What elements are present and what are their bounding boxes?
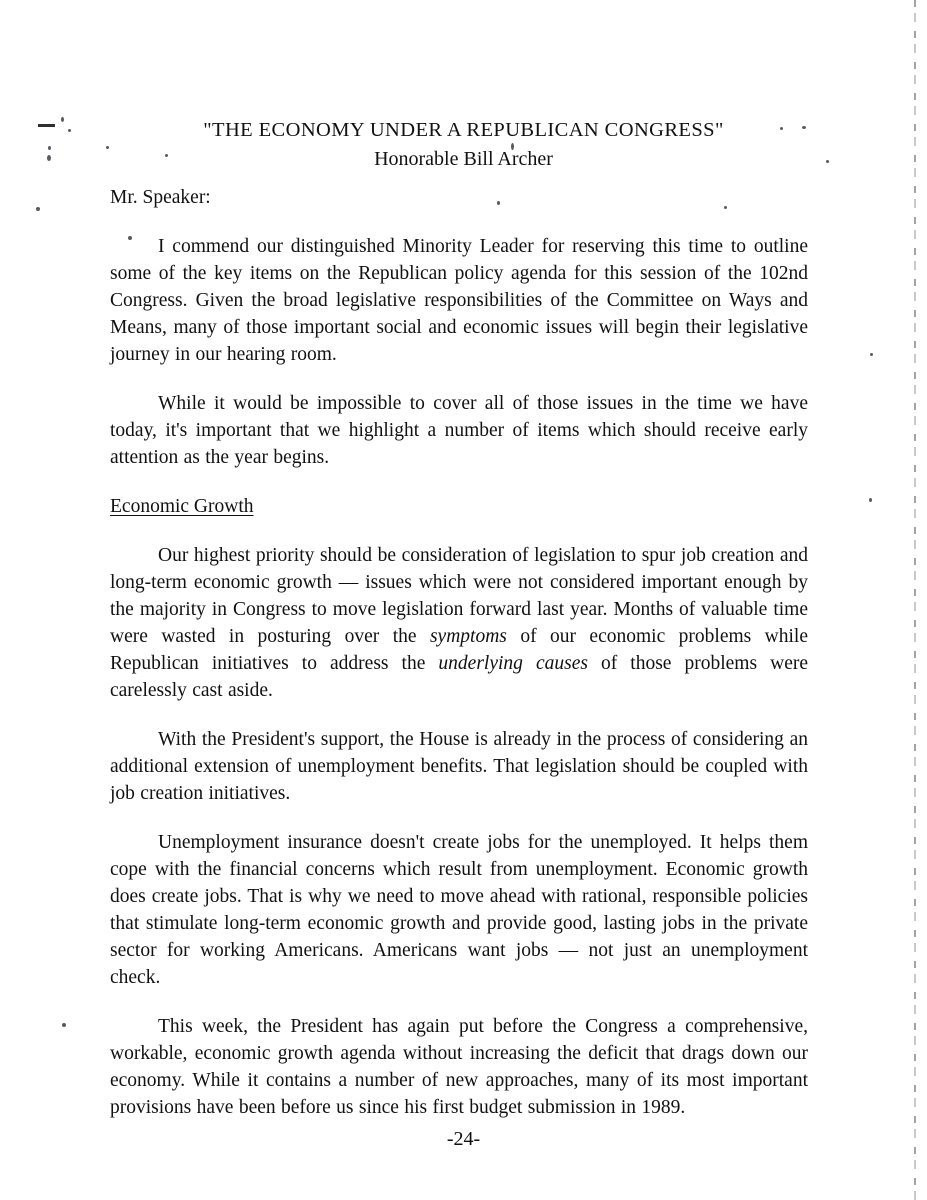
- document-title: "THE ECONOMY UNDER A REPUBLICAN CONGRESS": [203, 119, 724, 141]
- paragraph-3-segment-3: of those problems were carelessly cast aside.: [110, 653, 808, 701]
- scan-speck: [870, 353, 873, 356]
- document-body: [110, 184, 808, 1121]
- scan-speck: [62, 1023, 66, 1027]
- section-heading-text: Economic Growth: [110, 496, 254, 517]
- paragraph-3-segment-1: Our highest priority should be consideration of legislation to spur job creation and long-term economic growth — issues which were not considered important enough by the majority in Congress to move legislation forward last year. Months of valuable time were wasted in posturing over the: [110, 545, 808, 647]
- salutation-text: Mr. Speaker:: [110, 187, 211, 208]
- document-subtitle: Honorable Bill Archer: [374, 148, 553, 170]
- paragraph-3: [110, 542, 808, 704]
- scan-edge-artifact: [914, 0, 916, 1200]
- scan-speck: [869, 498, 872, 502]
- page-number: -24-: [446, 1128, 481, 1150]
- scan-speck: [36, 207, 40, 211]
- paragraph-3-emphasis-symptoms: symptoms: [429, 626, 507, 647]
- paragraph-1: I commend our distinguished Minority Leader for reserving this time to outline some of the key items on the Republican policy agenda for this session of the 102nd Congress. Given the broad legislative responsibilities of the Committee on Ways and Means, many of those important social and economic issues will begin their legislative journey in our hearing room.: [110, 236, 808, 365]
- paragraph-4: With the President's support, the House is already in the process of considering an additional extension of unemployment benefits. That legislation should be coupled with job creation initiatives.: [110, 729, 808, 804]
- paragraph-5: Unemployment insurance doesn't create jobs for the unemployed. It helps them cope with the financial concerns which result from unemployment. Economic growth does create jobs. That is why we need to move ahead with rational, responsible policies that stimulate long-term economic growth and provide good, lasting jobs in the private sector for working Americans. Americans want jobs — not just an unemployment check.: [110, 832, 808, 988]
- paragraph-3-emphasis-underlying-causes: underlying causes: [438, 653, 588, 674]
- paragraph-3-segment-2: of our economic problems while Republican initiatives to address the: [110, 626, 809, 674]
- salutation: [110, 184, 808, 211]
- paragraph-2: While it would be impossible to cover all of those issues in the time we have today, it's important that we highlight a number of items which should receive early attention as the year begins.: [110, 393, 808, 468]
- section-heading-economic-growth: [110, 493, 808, 520]
- paragraph-6: This week, the President has again put before the Congress a comprehensive, workable, economic growth agenda without increasing the deficit that drags down our economy. While it contains a number of new approaches, many of its most important provisions have been before us since his first budget submission in 1989.: [110, 1016, 808, 1118]
